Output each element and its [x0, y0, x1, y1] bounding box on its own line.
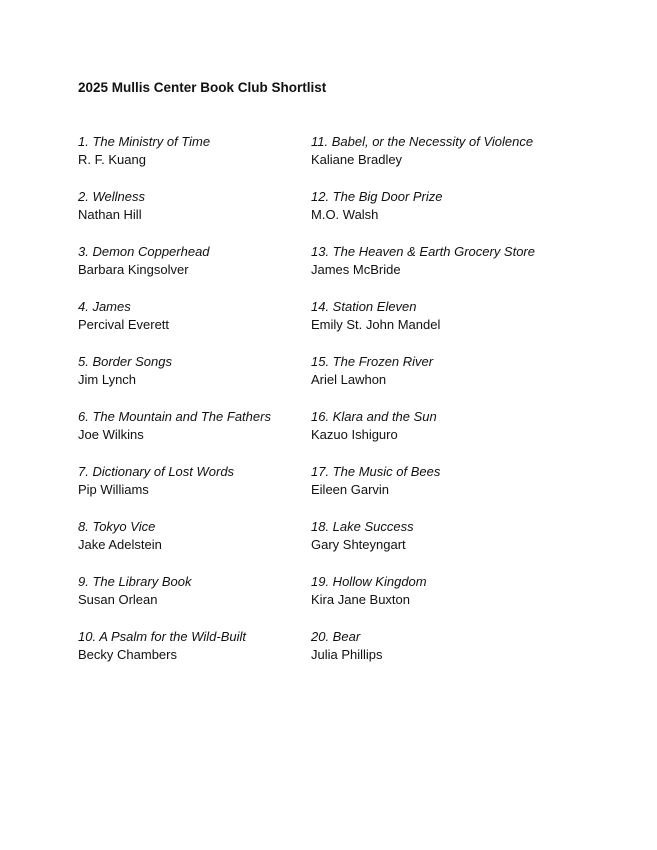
book-title: 18. Lake Success [311, 519, 414, 534]
book-author: Kira Jane Buxton [311, 592, 411, 607]
book-entry [78, 188, 318, 243]
book-title: 9. The Library Book [78, 574, 192, 589]
book-title: 10. A Psalm for the Wild-Built [78, 629, 246, 644]
book-author: Gary Shteyngart [311, 537, 406, 552]
book-author: Barbara Kingsolver [78, 262, 189, 277]
book-entry [311, 463, 611, 518]
book-list-left [78, 133, 318, 683]
book-title: 7. Dictionary of Lost Words [78, 464, 235, 479]
book-author: James McBride [311, 262, 401, 277]
book-author: Jake Adelstein [78, 537, 162, 552]
book-author: Eileen Garvin [311, 482, 390, 497]
book-author: Pip Williams [78, 482, 149, 497]
book-title: 4. James [78, 299, 131, 314]
book-entry [311, 518, 611, 573]
document-title: 2025 Mullis Center Book Club Shortlist [78, 80, 327, 95]
book-title: 14. Station Eleven [311, 299, 417, 314]
book-title: 19. Hollow Kingdom [311, 574, 427, 589]
book-author: Emily St. John Mandel [311, 317, 441, 332]
book-title: 1. The Ministry of Time [78, 134, 211, 149]
book-title: 17. The Music of Bees [311, 464, 441, 479]
book-entry [78, 298, 318, 353]
book-title: 11. Babel, or the Necessity of Violence [311, 134, 534, 149]
book-author: Joe Wilkins [78, 427, 144, 442]
book-title: 20. Bear [311, 629, 361, 644]
book-author: Susan Orlean [78, 592, 158, 607]
book-entry [311, 353, 611, 408]
book-entry [311, 298, 611, 353]
book-author: Percival Everett [78, 317, 170, 332]
book-author: Kaliane Bradley [311, 152, 403, 167]
book-author: Ariel Lawhon [311, 372, 387, 387]
book-title: 8. Tokyo Vice [78, 519, 156, 534]
book-entry [78, 463, 318, 518]
book-title: 6. The Mountain and The Fathers [78, 409, 271, 424]
book-title: 13. The Heaven & Earth Grocery Store [311, 244, 535, 259]
book-title: 3. Demon Copperhead [78, 244, 210, 259]
book-entry [78, 628, 318, 683]
book-title: 16. Klara and the Sun [311, 409, 437, 424]
book-entry [311, 133, 611, 188]
book-author: M.O. Walsh [311, 207, 379, 222]
book-entry [78, 573, 318, 628]
book-entry [311, 188, 611, 243]
book-author: Kazuo Ishiguro [311, 427, 398, 442]
book-entry [78, 133, 318, 188]
book-entry [78, 408, 318, 463]
book-author: Nathan Hill [78, 207, 142, 222]
book-author: Julia Phillips [311, 647, 383, 662]
book-title: 15. The Frozen River [311, 354, 434, 369]
book-title: 12. The Big Door Prize [311, 189, 443, 204]
book-author: R. F. Kuang [78, 152, 146, 167]
book-entry [311, 408, 611, 463]
book-entry [311, 243, 611, 298]
book-author: Becky Chambers [78, 647, 177, 662]
book-entry [78, 243, 318, 298]
book-entry [311, 573, 611, 628]
book-title: 5. Border Songs [78, 354, 172, 369]
book-author: Jim Lynch [78, 372, 137, 387]
book-title: 2. Wellness [78, 189, 145, 204]
book-entry [311, 628, 611, 683]
book-entry [78, 353, 318, 408]
book-list-right [311, 133, 611, 683]
book-entry [78, 518, 318, 573]
